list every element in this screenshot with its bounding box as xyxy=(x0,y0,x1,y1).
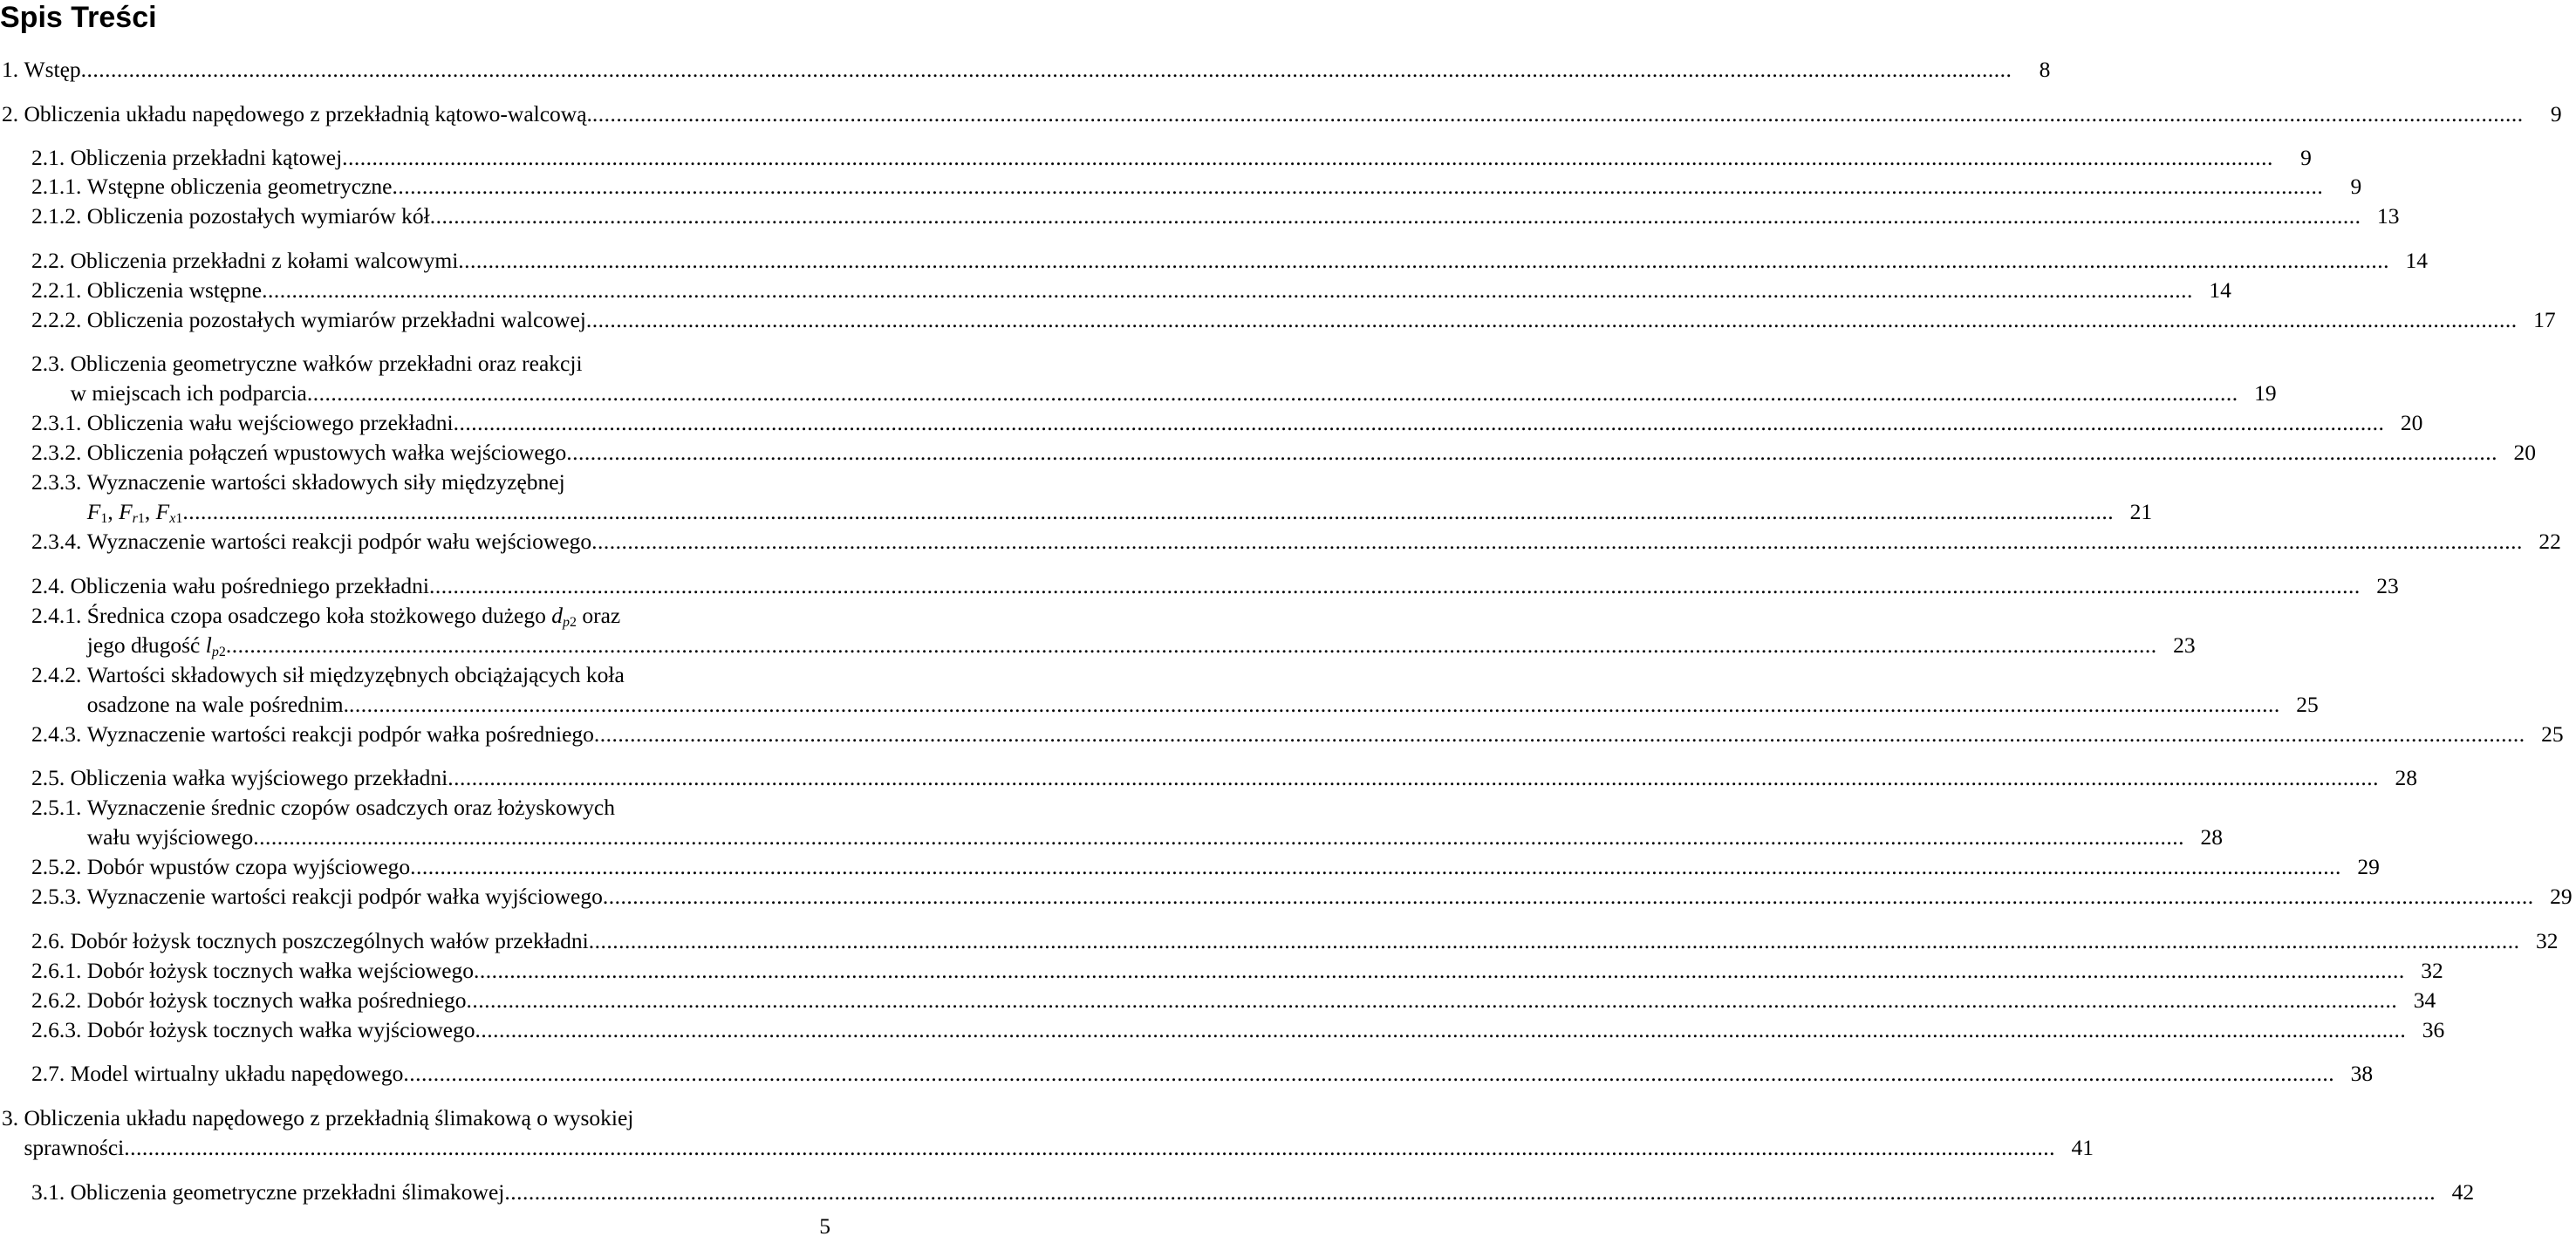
dot-leader: .................................................................................................................................................................................................................................................................................................................................. xyxy=(410,854,2341,879)
dot-leader: .................................................................................................................................................................................................................................................................................................................................. xyxy=(124,1135,2055,1160)
toc-entry-page: 9 xyxy=(2350,174,2362,199)
toc-entry-number: 3.1. xyxy=(31,1179,71,1205)
toc-entry-number: 2.2.2. xyxy=(31,307,87,332)
toc-entry-title: Obliczenia układu napędowego z przekładnią ślimakową o wysokiej xyxy=(24,1105,634,1130)
toc-entry-title: Wyznaczenie średnic czopów osadczych oraz łożyskowych xyxy=(86,795,615,820)
toc-entry-page: 14 xyxy=(2209,277,2231,303)
toc-entry-page: 20 xyxy=(2400,410,2423,435)
toc-entry-page: 13 xyxy=(2377,203,2400,229)
toc-entry-page: 21 xyxy=(2129,499,2153,524)
toc-entry[interactable] xyxy=(31,305,2556,335)
toc-entry-page: 19 xyxy=(2254,380,2277,406)
toc-entry[interactable] xyxy=(31,571,2399,601)
toc-entry-title: Dobór łożysk tocznych wałka wejściowego xyxy=(86,958,475,983)
toc-entry-title: Wyznaczenie wartości reakcji podpór wałka pośredniego xyxy=(86,721,594,747)
toc-entry-number: 2.2.1. xyxy=(31,277,87,303)
toc-entry-number: 3. xyxy=(2,1105,24,1130)
toc-entry-page: 32 xyxy=(2535,928,2559,953)
dot-leader: .................................................................................................................................................................................................................................................................................................................................. xyxy=(306,380,2238,406)
dot-leader: .................................................................................................................................................................................................................................................................................................................................. xyxy=(225,632,2157,658)
toc-entry[interactable] xyxy=(31,246,2429,276)
dot-leader: .................................................................................................................................................................................................................................................................................................................................. xyxy=(474,958,2405,983)
dot-leader: .................................................................................................................................................................................................................................................................................................................................. xyxy=(182,499,2115,524)
toc-entry-title: Wyznaczenie wartości składowych siły międzyzębnej xyxy=(86,469,565,495)
toc-entry-number: 2.4.1. xyxy=(31,603,87,628)
toc-entry-page: 29 xyxy=(2357,854,2380,879)
toc-entry-number: 2.6. xyxy=(31,928,71,953)
dot-leader: .................................................................................................................................................................................................................................................................................................................................. xyxy=(80,57,2012,82)
dot-leader: .................................................................................................................................................................................................................................................................................................................................. xyxy=(253,824,2185,850)
toc-entry[interactable] xyxy=(31,408,2423,438)
toc-entry[interactable] xyxy=(2,1103,2094,1163)
dot-leader: .................................................................................................................................................................................................................................................................................................................................. xyxy=(566,440,2497,465)
dot-leader: .................................................................................................................................................................................................................................................................................................................................. xyxy=(593,721,2525,747)
toc-entry-number: 2.5.2. xyxy=(31,854,87,879)
toc-entry-number: 2.2. xyxy=(31,248,71,273)
toc-entry-page: 36 xyxy=(2422,1017,2445,1042)
toc-entry-title: Wartości składowych sił międzyzębnych obciążających koła xyxy=(86,662,625,687)
toc-entry[interactable] xyxy=(31,660,2319,720)
toc-entry-page: 32 xyxy=(2421,958,2443,983)
toc-entry[interactable] xyxy=(31,143,2312,173)
toc-entry-title: Obliczenia geometryczne wałków przekładni oraz reakcji xyxy=(70,351,583,376)
toc-entry-title: Dobór wpustów czopa wyjściowego xyxy=(86,854,411,879)
dot-leader: .................................................................................................................................................................................................................................................................................................................................. xyxy=(588,928,2520,953)
toc-entry-number: 2.3.3. xyxy=(31,469,87,495)
dot-leader: .................................................................................................................................................................................................................................................................................................................................. xyxy=(349,692,2280,717)
toc-entry-number: 2.4.2. xyxy=(31,662,87,687)
toc-entry[interactable] xyxy=(31,1059,2374,1089)
toc-entry-page: 20 xyxy=(2513,440,2536,465)
toc-entry-page: 14 xyxy=(2405,248,2429,273)
toc-entry-page: 8 xyxy=(2039,57,2051,82)
toc-entry-page: 28 xyxy=(2395,765,2418,790)
toc-entry-title: sprawności xyxy=(24,1135,125,1160)
toc-entry-number: 2.3. xyxy=(31,351,71,376)
toc-entry-title: Dobór łożysk tocznych poszczególnych wałów przekładni xyxy=(70,928,589,953)
toc-entry-title: Obliczenia przekładni kątowej xyxy=(70,145,343,170)
toc-entry-title: Obliczenia geometryczne przekładni ślimakowej xyxy=(70,1179,505,1205)
toc-entry[interactable] xyxy=(31,986,2436,1015)
toc-entry[interactable] xyxy=(31,882,2573,912)
toc-entry-number: 1. xyxy=(2,57,24,82)
toc-entry-title: Model wirtualny układu napędowego xyxy=(70,1061,404,1086)
toc-entry-page: 25 xyxy=(2296,692,2319,717)
toc-entry-page: 9 xyxy=(2550,101,2562,126)
dot-leader: .................................................................................................................................................................................................................................................................................................................................. xyxy=(342,145,2273,170)
dot-leader: .................................................................................................................................................................................................................................................................................................................................. xyxy=(475,1017,2407,1042)
dot-leader: .................................................................................................................................................................................................................................................................................................................................. xyxy=(466,987,2398,1013)
toc-entry[interactable] xyxy=(31,926,2559,956)
toc-entry-page: 17 xyxy=(2533,307,2556,332)
toc-entry-title: Obliczenia pozostałych wymiarów kół xyxy=(86,203,430,229)
toc-entry-number: 2.6.3. xyxy=(31,1017,87,1042)
toc-entry-title: Obliczenia układu napędowego z przekładnią kątowo-walcową. xyxy=(24,101,592,126)
toc-entry-title: Obliczenia wału pośredniego przekładni xyxy=(70,573,430,598)
toc-entry[interactable] xyxy=(31,956,2443,986)
toc-entry-number: 2.3.1. xyxy=(31,410,87,435)
dot-leader: .................................................................................................................................................................................................................................................................................................................................. xyxy=(504,1179,2436,1205)
toc-entry-number: 2.6.1. xyxy=(31,958,87,983)
toc-entry-page: 25 xyxy=(2541,721,2564,747)
toc-entry-title: osadzone na wale pośrednim. xyxy=(86,692,349,717)
toc-entry-number: 2.5. xyxy=(31,765,71,790)
toc-entry-number: 2.3.4. xyxy=(31,529,87,554)
dot-leader: .................................................................................................................................................................................................................................................................................................................................. xyxy=(602,884,2534,909)
toc-entry[interactable] xyxy=(31,793,2224,852)
toc-entry[interactable] xyxy=(31,438,2536,468)
toc-entry-number: 2. xyxy=(2,101,24,126)
toc-entry-title: Wyznaczenie wartości reakcji podpór wału wejściowego xyxy=(86,529,592,554)
dot-leader: .................................................................................................................................................................................................................................................................................................................................. xyxy=(429,203,2361,229)
toc-entry-page: 22 xyxy=(2538,529,2561,554)
toc-entry-page: 23 xyxy=(2376,573,2399,598)
toc-entry[interactable] xyxy=(31,763,2418,793)
toc-entry[interactable] xyxy=(2,99,2562,129)
dot-leader: .................................................................................................................................................................................................................................................................................................................................. xyxy=(458,248,2390,273)
toc-entry-title: Obliczenia pozostałych wymiarów przekładni walcowej xyxy=(86,307,586,332)
toc-entry-page: 42 xyxy=(2451,1179,2475,1205)
toc-entry[interactable] xyxy=(31,276,2231,305)
toc-entry-page: 41 xyxy=(2071,1135,2094,1160)
toc-entry-title: jego długość $l_{p2}$ xyxy=(86,632,226,659)
toc-entry[interactable] xyxy=(31,172,2362,201)
toc-entry-page: 28 xyxy=(2200,824,2224,850)
toc-entry[interactable] xyxy=(31,201,2400,231)
toc-entry-title: Wyznaczenie wartości reakcji podpór wałka wyjściowego xyxy=(86,884,603,909)
toc-entry-number: 2.4.3. xyxy=(31,721,87,747)
toc-entry-number: 2.6.2. xyxy=(31,987,87,1013)
toc-entry-title: Obliczenia wstępne xyxy=(86,277,263,303)
dot-leader: .................................................................................................................................................................................................................................................................................................................................. xyxy=(448,765,2380,790)
dot-leader: .................................................................................................................................................................................................................................................................................................................................. xyxy=(392,174,2324,199)
toc-entry-title: Wstęp xyxy=(24,57,81,82)
toc-entry-title: Obliczenia wału wejściowego przekładni xyxy=(86,410,454,435)
dot-leader: .................................................................................................................................................................................................................................................................................................................................. xyxy=(262,277,2193,303)
page-title: Spis Treści xyxy=(0,1,157,34)
toc-entry-title: Dobór łożysk tocznych wałka wyjściowego xyxy=(86,1017,475,1042)
toc-entry-number: 2.5.3. xyxy=(31,884,87,909)
toc-entry-title: Obliczenia przekładni z kołami walcowymi xyxy=(70,248,459,273)
toc-entry-number: 2.3.2. xyxy=(31,440,87,465)
toc-entry-title: Średnica czopa osadczego koła stożkowego dużego $d_{p2}$ oraz xyxy=(86,603,621,630)
toc-entry-number: 2.4. xyxy=(31,573,71,598)
toc-entry-number: 2.5.1. xyxy=(31,795,87,820)
toc-entry-number: 2.1.2. xyxy=(31,203,87,229)
toc-entry-page: 29 xyxy=(2550,884,2573,909)
toc-entry[interactable] xyxy=(2,55,2051,85)
dot-leader: .................................................................................................................................................................................................................................................................................................................................. xyxy=(429,573,2361,598)
toc-entry-number: 2.1.1. xyxy=(31,174,87,199)
toc-entry-page: 23 xyxy=(2173,632,2196,658)
toc-entry-page: 34 xyxy=(2413,987,2436,1013)
toc-entry-number: 2.1. xyxy=(31,145,71,170)
toc-entry[interactable] xyxy=(31,1178,2475,1207)
dot-leader: .................................................................................................................................................................................................................................................................................................................................. xyxy=(585,307,2518,332)
dot-leader: .................................................................................................................................................................................................................................................................................................................................. xyxy=(591,101,2524,126)
toc-entry[interactable] xyxy=(31,468,2153,527)
toc-entry-title: $F_1$, $F_{r1}$, $F_{x1}$ xyxy=(86,499,183,526)
page-number: 5 xyxy=(819,1213,830,1239)
toc-entry-title: Wstępne obliczenia geometryczne xyxy=(86,174,393,199)
toc-entry-number: 2.7. xyxy=(31,1061,71,1086)
toc-entry[interactable] xyxy=(31,1015,2445,1045)
toc-entry-title: Dobór łożysk tocznych wałka pośredniego xyxy=(86,987,467,1013)
toc-entry-title: w miejscach ich podparcia xyxy=(70,380,307,406)
toc-entry[interactable] xyxy=(31,527,2561,557)
toc-entry[interactable] xyxy=(31,720,2564,749)
dot-leader: .................................................................................................................................................................................................................................................................................................................................. xyxy=(591,529,2523,554)
toc-entry-title: Obliczenia wałka wyjściowego przekładni xyxy=(70,765,448,790)
toc-entry-title: wału wyjściowego xyxy=(86,824,254,850)
dot-leader: .................................................................................................................................................................................................................................................................................................................................. xyxy=(453,410,2385,435)
toc-entry[interactable] xyxy=(31,601,2196,660)
toc-entry-title: Obliczenia połączeń wpustowych wałka wejściowego xyxy=(86,440,567,465)
toc-entry[interactable] xyxy=(31,349,2277,408)
toc-entry-page: 9 xyxy=(2300,145,2312,170)
dot-leader: .................................................................................................................................................................................................................................................................................................................................. xyxy=(403,1061,2335,1086)
toc-entry-page: 38 xyxy=(2350,1061,2374,1086)
toc-entry[interactable] xyxy=(31,852,2380,882)
